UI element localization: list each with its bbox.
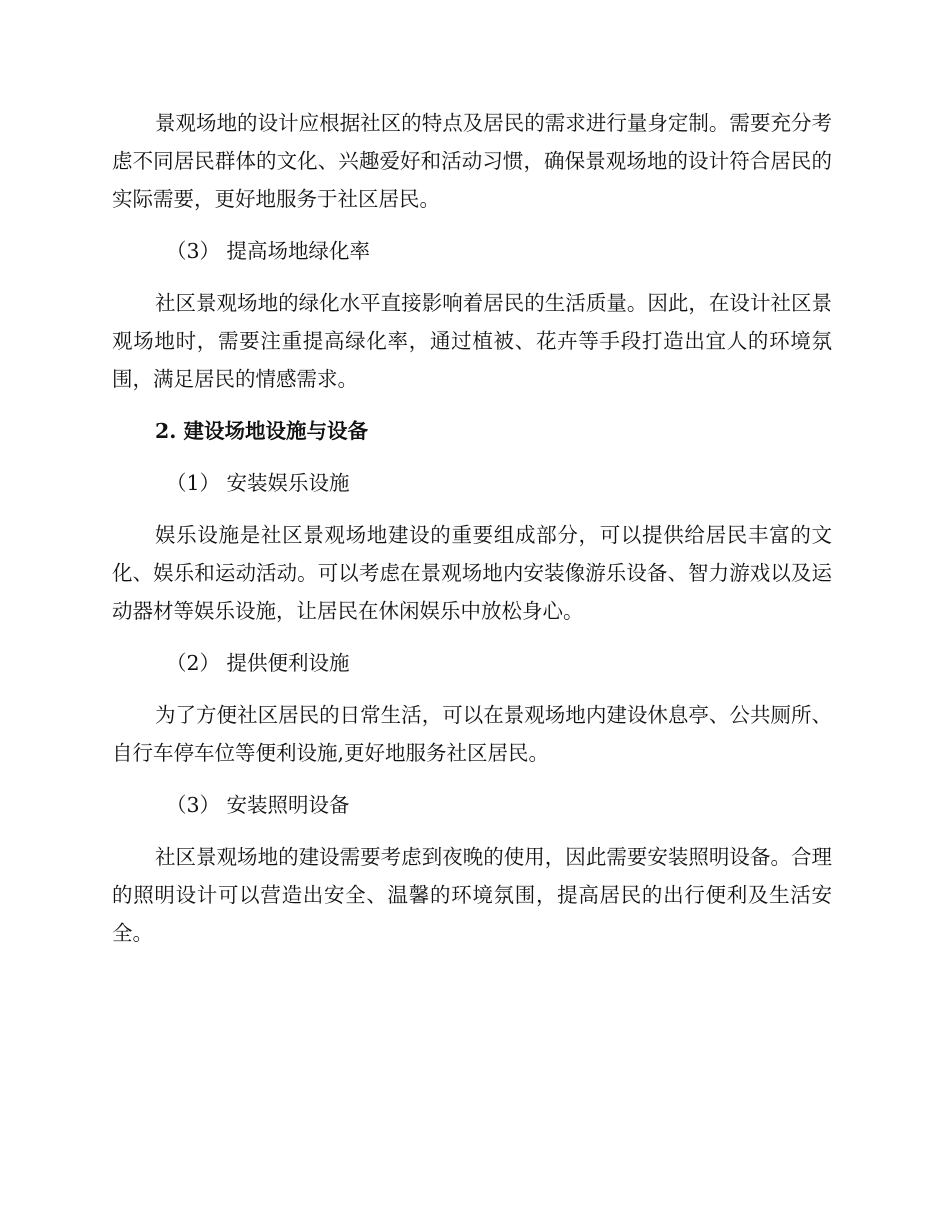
spacer [112,824,832,838]
spacer [112,218,832,232]
paragraph-design-customization: 景观场地的设计应根据社区的特点及居民的需求进行量身定制。需要充分考虑不同居民群体的文化、兴趣爱好和活动习惯，确保景观场地的设计符合居民的实际需要，更好地服务于社区居民。 [112,111,832,211]
subheading-entertainment: （1） 安装娱乐设施 [166,471,350,495]
paragraph-greening: 社区景观场地的绿化水平直接影响着居民的生活质量。因此，在设计社区景观场地时，需要注重提高绿化率，通过植被、花卉等手段打造出宜人的环境氛围，满足居民的情感需求。 [112,291,832,391]
spacer [112,502,832,516]
spacer [112,772,832,786]
spacer [112,630,832,644]
subheading-greening-rate: （3） 提高场地绿化率 [166,239,371,263]
spacer [112,270,832,284]
paragraph-entertainment: 娱乐设施是社区景观场地建设的重要组成部分，可以提供给居民丰富的文化、娱乐和运动活动。可以考虑在景观场地内安装像游乐设备、智力游戏以及运动器材等娱乐设施，让居民在休闲娱乐中放松身心。 [112,523,832,623]
spacer [112,450,832,464]
document-body [112,104,832,952]
subheading-convenience: （2） 提供便利设施 [166,651,350,675]
paragraph-lighting: 社区景观场地的建设需要考虑到夜晚的使用，因此需要安装照明设备。合理的照明设计可以营造出安全、温馨的环境氛围，提高居民的出行便利及生活安全。 [112,845,832,945]
paragraph-convenience: 为了方便社区居民的日常生活，可以在景观场地内建设休息亭、公共厕所、自行车停车位等便利设施,更好地服务社区居民。 [112,703,832,765]
spacer [112,682,832,696]
section-heading-facilities: 2. 建设场地设施与设备 [155,419,369,443]
spacer [112,398,832,412]
subheading-lighting: （3） 安装照明设备 [166,793,350,817]
